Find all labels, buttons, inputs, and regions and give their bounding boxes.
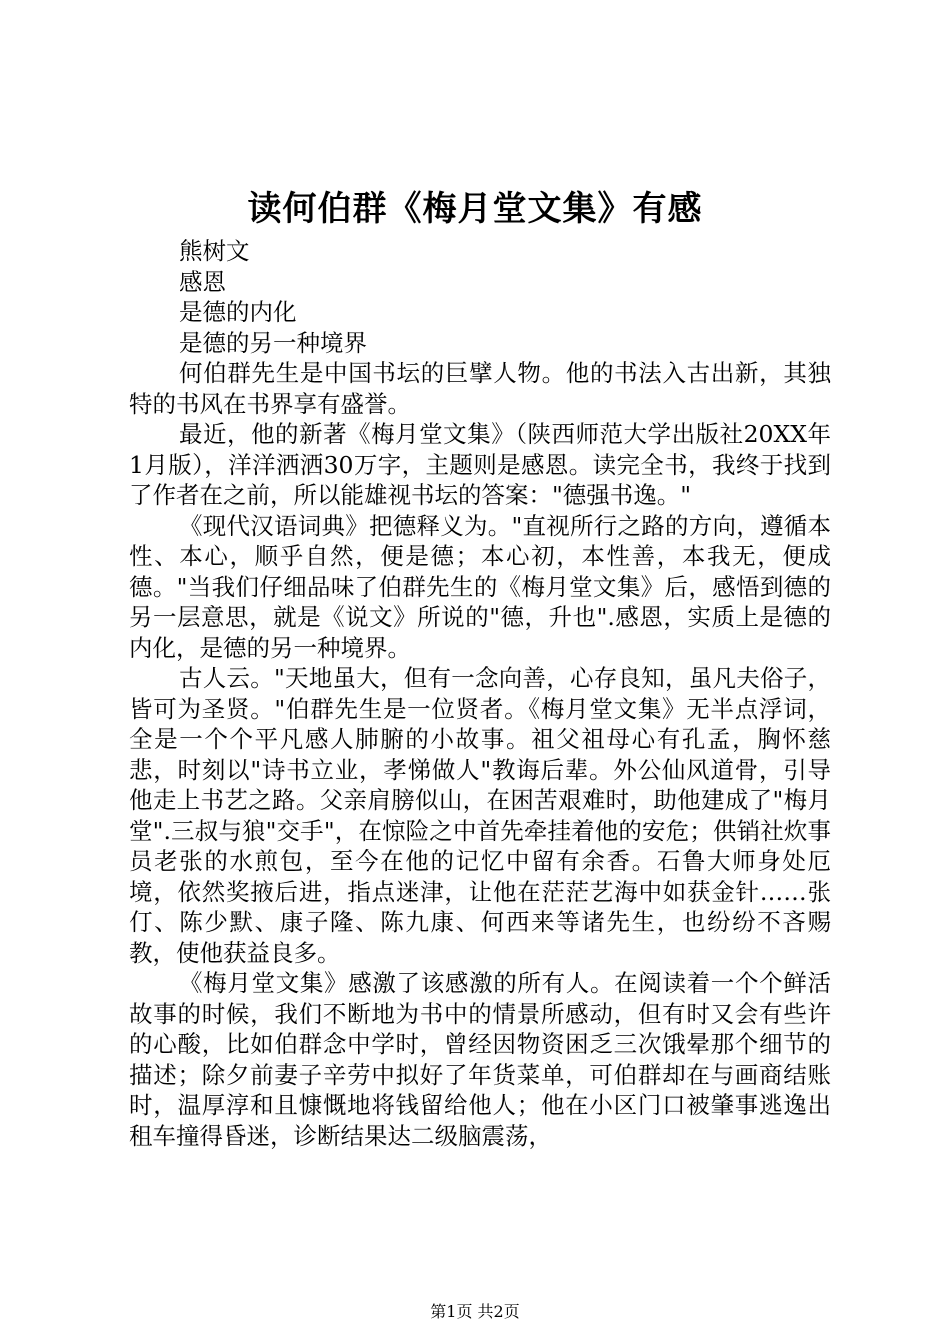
paragraph-2: 最近，他的新著《梅月堂文集》（陕西师范大学出版社20XX年1月版），洋洋洒洒30万字，主题则是感恩。读完全书，我终于找到了作者在之前，所以能雄视书坛的答案："德强书逸。" <box>129 420 831 509</box>
document-title: 读何伯群《梅月堂文集》有感 <box>247 189 703 229</box>
epigraph-line-2: 是德的内化 <box>179 298 297 326</box>
epigraph-line-3: 是德的另一种境界 <box>179 328 367 357</box>
document-body <box>129 236 831 1151</box>
paragraph-4: 古人云。"天地虽大，但有一念向善，心存良知，虽凡夫俗子，皆可为圣贤。"伯群先生是一位贤者。《梅月堂文集》无半点浮词，全是一个个平凡感人肺腑的小故事。祖父祖母心有孔孟，胸怀慈悲，时刻以"诗书立业，孝悌做人"教诲后辈。外公仙风道骨，引导他走上书艺之路。父亲肩膀似山，在困苦艰难时，助他建成了"梅月堂".三叔与狼"交手"，在惊险之中首先牵挂着他的安危；供销社炊事员老张的水煎包，至今在他的记忆中留有余香。石鲁大师身处厄境，依然奖掖后进，指点迷津，让他在茫茫艺海中如获金针……张仃、陈少默、康子隆、陈九康、何西来等诸先生，也纷纷不吝赐教，使他获益良多。 <box>129 664 831 967</box>
page-footer: 第1页 共2页 <box>430 1302 520 1321</box>
epigraph-line-1: 感恩 <box>179 267 226 296</box>
paragraph-1: 何伯群先生是中国书坛的巨擘人物。他的书法入古出新，其独特的书风在书界享有盛誉。 <box>129 359 831 418</box>
paragraph-3: 《现代汉语词典》把德释义为。"直视所行之路的方向，遵循本性、本心，顺乎自然，便是德；本心初，本性善，本我无，便成德。"当我们仔细品味了伯群先生的《梅月堂文集》后，感悟到德的另一层意思，就是《说文》所说的"德，升也".感恩，实质上是德的内化，是德的另一种境界。 <box>129 511 831 662</box>
paragraph-5: 《梅月堂文集》感激了该感激的所有人。在阅读着一个个鲜活故事的时候，我们不断地为书中的情景所感动，但有时又会有些许的心酸，比如伯群念中学时，曾经因物资困乏三次饿晕那个细节的描述；除夕前妻子辛劳中拟好了年货菜单，可伯群却在与画商结账时，温厚淳和且慷慨地将钱留给他人；他在小区门口被肇事逃逸出租车撞得昏迷，诊断结果达二级脑震荡， <box>129 969 831 1150</box>
author-line: 熊树文 <box>179 237 250 265</box>
